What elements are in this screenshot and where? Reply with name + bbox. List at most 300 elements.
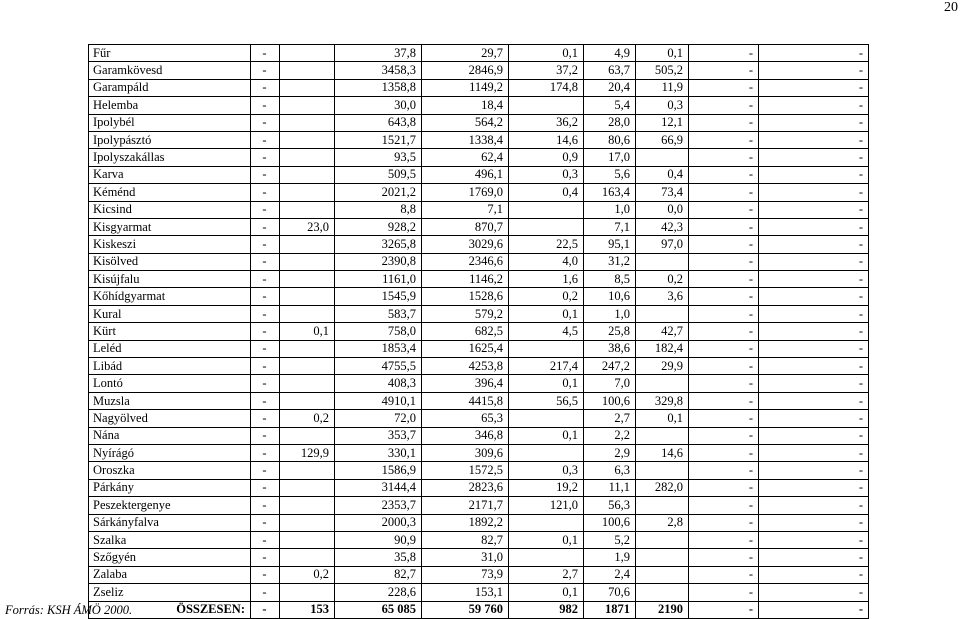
col-4-cell: 564,2 — [422, 114, 509, 131]
settlement-name-cell: Leléd — [89, 340, 251, 357]
col-8-cell: - — [689, 271, 759, 288]
table-row — [89, 514, 869, 531]
col-8-cell: - — [689, 462, 759, 479]
settlement-name-cell: Oroszka — [89, 462, 251, 479]
col-6-cell: 7,1 — [584, 218, 636, 235]
total-col-9-cell: - — [759, 601, 869, 618]
table-row — [89, 531, 869, 548]
col-3-cell: 2021,2 — [335, 184, 422, 201]
col-6-cell: 2,7 — [584, 410, 636, 427]
col-4-cell: 18,4 — [422, 97, 509, 114]
col-3-cell: 1545,9 — [335, 288, 422, 305]
table-row — [89, 62, 869, 79]
col-2-cell — [280, 358, 335, 375]
col-3-cell: 3144,4 — [335, 479, 422, 496]
table-row — [89, 358, 869, 375]
col-8-cell: - — [689, 97, 759, 114]
settlement-name-cell: Muzsla — [89, 392, 251, 409]
col-3-cell: 3458,3 — [335, 62, 422, 79]
settlement-name-cell: Libád — [89, 358, 251, 375]
col-2-cell — [280, 288, 335, 305]
total-col-1-cell: - — [251, 601, 280, 618]
col-9-cell: - — [759, 218, 869, 235]
col-4-cell: 1338,4 — [422, 131, 509, 148]
col-7-cell: 329,8 — [636, 392, 689, 409]
col-7-cell — [636, 584, 689, 601]
col-2-cell — [280, 340, 335, 357]
col-6-cell: 38,6 — [584, 340, 636, 357]
col-9-cell: - — [759, 149, 869, 166]
col-4-cell: 396,4 — [422, 375, 509, 392]
col-5-cell: 56,5 — [509, 392, 584, 409]
col-3-cell: 583,7 — [335, 305, 422, 322]
col-6-cell: 247,2 — [584, 358, 636, 375]
col-2-cell — [280, 149, 335, 166]
col-5-cell: 217,4 — [509, 358, 584, 375]
col-8-cell: - — [689, 323, 759, 340]
col-3-cell: 408,3 — [335, 375, 422, 392]
col-5-cell: 0,3 — [509, 166, 584, 183]
col-9-cell: - — [759, 340, 869, 357]
col-3-cell: 1853,4 — [335, 340, 422, 357]
col-9-cell: - — [759, 549, 869, 566]
col-8-cell: - — [689, 149, 759, 166]
col-4-cell: 309,6 — [422, 444, 509, 461]
col-2-cell — [280, 514, 335, 531]
col-7-cell: 182,4 — [636, 340, 689, 357]
col-6-cell: 17,0 — [584, 149, 636, 166]
col-8-cell: - — [689, 131, 759, 148]
col-1-cell: - — [251, 62, 280, 79]
col-3-cell: 2000,3 — [335, 514, 422, 531]
settlement-name-cell: Ipolypásztó — [89, 131, 251, 148]
col-6-cell: 25,8 — [584, 323, 636, 340]
col-9-cell: - — [759, 410, 869, 427]
col-1-cell: - — [251, 358, 280, 375]
col-8-cell: - — [689, 340, 759, 357]
col-9-cell: - — [759, 531, 869, 548]
col-2-cell — [280, 375, 335, 392]
col-8-cell: - — [689, 253, 759, 270]
col-1-cell: - — [251, 288, 280, 305]
total-col-6-cell: 1871 — [584, 601, 636, 618]
col-9-cell: - — [759, 375, 869, 392]
col-6-cell: 5,2 — [584, 531, 636, 548]
col-4-cell: 31,0 — [422, 549, 509, 566]
col-3-cell: 928,2 — [335, 218, 422, 235]
col-7-cell: 505,2 — [636, 62, 689, 79]
col-6-cell: 2,9 — [584, 444, 636, 461]
col-2-cell: 0,2 — [280, 410, 335, 427]
col-1-cell: - — [251, 497, 280, 514]
col-9-cell: - — [759, 479, 869, 496]
col-8-cell: - — [689, 479, 759, 496]
col-8-cell: - — [689, 566, 759, 583]
col-9-cell: - — [759, 131, 869, 148]
col-4-cell: 2346,6 — [422, 253, 509, 270]
col-6-cell: 1,9 — [584, 549, 636, 566]
col-3-cell: 330,1 — [335, 444, 422, 461]
col-9-cell: - — [759, 305, 869, 322]
col-1-cell: - — [251, 375, 280, 392]
table-row — [89, 462, 869, 479]
col-1-cell: - — [251, 444, 280, 461]
col-2-cell: 0,2 — [280, 566, 335, 583]
col-3-cell: 90,9 — [335, 531, 422, 548]
col-5-cell: 0,2 — [509, 288, 584, 305]
col-9-cell: - — [759, 271, 869, 288]
col-8-cell: - — [689, 288, 759, 305]
table-row — [89, 305, 869, 322]
col-6-cell: 11,1 — [584, 479, 636, 496]
col-9-cell: - — [759, 323, 869, 340]
col-3-cell: 1358,8 — [335, 79, 422, 96]
col-3-cell: 228,6 — [335, 584, 422, 601]
settlement-name-cell: Sárkányfalva — [89, 514, 251, 531]
col-9-cell: - — [759, 497, 869, 514]
col-2-cell — [280, 97, 335, 114]
table-row — [89, 340, 869, 357]
col-2-cell — [280, 131, 335, 148]
col-4-cell: 2171,7 — [422, 497, 509, 514]
col-5-cell — [509, 514, 584, 531]
col-6-cell: 2,2 — [584, 427, 636, 444]
col-8-cell: - — [689, 514, 759, 531]
table-row — [89, 410, 869, 427]
table-row — [89, 584, 869, 601]
table-row — [89, 479, 869, 496]
table-row — [89, 201, 869, 218]
col-5-cell: 37,2 — [509, 62, 584, 79]
settlement-name-cell: Szőgyén — [89, 549, 251, 566]
settlement-name-cell: Kisgyarmat — [89, 218, 251, 235]
table-row — [89, 236, 869, 253]
col-9-cell: - — [759, 514, 869, 531]
col-8-cell: - — [689, 584, 759, 601]
col-5-cell: 14,6 — [509, 131, 584, 148]
col-8-cell: - — [689, 531, 759, 548]
col-8-cell: - — [689, 305, 759, 322]
col-3-cell: 37,8 — [335, 45, 422, 62]
col-6-cell: 6,3 — [584, 462, 636, 479]
col-6-cell: 10,6 — [584, 288, 636, 305]
col-6-cell: 163,4 — [584, 184, 636, 201]
table-row — [89, 497, 869, 514]
col-9-cell: - — [759, 427, 869, 444]
col-4-cell: 62,4 — [422, 149, 509, 166]
settlement-name-cell: Fűr — [89, 45, 251, 62]
settlement-name-cell: Garamkövesd — [89, 62, 251, 79]
col-9-cell: - — [759, 392, 869, 409]
col-7-cell: 3,6 — [636, 288, 689, 305]
col-7-cell: 42,7 — [636, 323, 689, 340]
col-6-cell: 31,2 — [584, 253, 636, 270]
col-1-cell: - — [251, 427, 280, 444]
page-number: 20 — [944, 0, 958, 15]
table-row — [89, 323, 869, 340]
col-6-cell: 70,6 — [584, 584, 636, 601]
col-1-cell: - — [251, 531, 280, 548]
col-4-cell: 65,3 — [422, 410, 509, 427]
col-2-cell — [280, 45, 335, 62]
total-settlement-name-cell: ÖSSZESEN: — [89, 601, 251, 618]
total-col-2-cell: 153 — [280, 601, 335, 618]
col-5-cell: 2,7 — [509, 566, 584, 583]
settlement-name-cell: Helemba — [89, 97, 251, 114]
settlement-name-cell: Kisújfalu — [89, 271, 251, 288]
col-9-cell: - — [759, 79, 869, 96]
col-8-cell: - — [689, 62, 759, 79]
col-8-cell: - — [689, 184, 759, 201]
settlement-name-cell: Zseliz — [89, 584, 251, 601]
col-7-cell: 0,4 — [636, 166, 689, 183]
col-7-cell: 0,3 — [636, 97, 689, 114]
col-1-cell: - — [251, 340, 280, 357]
col-4-cell: 3029,6 — [422, 236, 509, 253]
table-row — [89, 45, 869, 62]
col-1-cell: - — [251, 114, 280, 131]
col-7-cell: 11,9 — [636, 79, 689, 96]
col-9-cell: - — [759, 62, 869, 79]
col-9-cell: - — [759, 114, 869, 131]
total-col-7-cell: 2190 — [636, 601, 689, 618]
col-5-cell: 0,3 — [509, 462, 584, 479]
table-row — [89, 271, 869, 288]
col-1-cell: - — [251, 149, 280, 166]
col-9-cell: - — [759, 45, 869, 62]
table-row — [89, 166, 869, 183]
col-9-cell: - — [759, 201, 869, 218]
col-6-cell: 56,3 — [584, 497, 636, 514]
total-col-4-cell: 59 760 — [422, 601, 509, 618]
col-7-cell: 29,9 — [636, 358, 689, 375]
col-7-cell: 97,0 — [636, 236, 689, 253]
col-7-cell — [636, 427, 689, 444]
col-9-cell: - — [759, 444, 869, 461]
col-7-cell: 2,8 — [636, 514, 689, 531]
col-7-cell — [636, 531, 689, 548]
col-5-cell — [509, 549, 584, 566]
col-7-cell: 0,0 — [636, 201, 689, 218]
col-1-cell: - — [251, 479, 280, 496]
settlement-name-cell: Párkány — [89, 479, 251, 496]
col-7-cell: 0,2 — [636, 271, 689, 288]
col-4-cell: 2846,9 — [422, 62, 509, 79]
settlement-name-cell: Peszektergenye — [89, 497, 251, 514]
col-3-cell: 4755,5 — [335, 358, 422, 375]
settlement-name-cell: Szalka — [89, 531, 251, 548]
col-1-cell: - — [251, 566, 280, 583]
col-5-cell — [509, 444, 584, 461]
col-6-cell: 28,0 — [584, 114, 636, 131]
col-3-cell: 93,5 — [335, 149, 422, 166]
col-3-cell: 30,0 — [335, 97, 422, 114]
col-1-cell: - — [251, 79, 280, 96]
col-7-cell: 42,3 — [636, 218, 689, 235]
col-4-cell: 4415,8 — [422, 392, 509, 409]
col-6-cell: 1,0 — [584, 201, 636, 218]
col-7-cell — [636, 462, 689, 479]
col-6-cell: 80,6 — [584, 131, 636, 148]
col-2-cell — [280, 584, 335, 601]
col-6-cell: 7,0 — [584, 375, 636, 392]
col-2-cell — [280, 479, 335, 496]
col-1-cell: - — [251, 305, 280, 322]
table-row — [89, 97, 869, 114]
col-5-cell: 0,1 — [509, 584, 584, 601]
col-9-cell: - — [759, 358, 869, 375]
table-row — [89, 427, 869, 444]
settlement-name-cell: Karva — [89, 166, 251, 183]
col-4-cell: 1572,5 — [422, 462, 509, 479]
col-7-cell: 14,6 — [636, 444, 689, 461]
settlement-name-cell: Kiskeszi — [89, 236, 251, 253]
col-8-cell: - — [689, 45, 759, 62]
col-7-cell — [636, 497, 689, 514]
total-row — [89, 601, 869, 618]
col-8-cell: - — [689, 218, 759, 235]
col-3-cell: 758,0 — [335, 323, 422, 340]
col-5-cell: 0,9 — [509, 149, 584, 166]
total-col-5-cell: 982 — [509, 601, 584, 618]
col-5-cell: 0,1 — [509, 375, 584, 392]
col-2-cell — [280, 166, 335, 183]
col-3-cell: 72,0 — [335, 410, 422, 427]
col-6-cell: 100,6 — [584, 514, 636, 531]
table-row — [89, 79, 869, 96]
settlement-name-cell: Kisölved — [89, 253, 251, 270]
col-5-cell: 0,1 — [509, 305, 584, 322]
col-4-cell: 496,1 — [422, 166, 509, 183]
col-5-cell: 174,8 — [509, 79, 584, 96]
table-row — [89, 149, 869, 166]
col-8-cell: - — [689, 444, 759, 461]
col-7-cell — [636, 305, 689, 322]
col-5-cell: 36,2 — [509, 114, 584, 131]
col-7-cell: 12,1 — [636, 114, 689, 131]
settlement-name-cell: Kural — [89, 305, 251, 322]
col-9-cell: - — [759, 288, 869, 305]
col-2-cell: 0,1 — [280, 323, 335, 340]
col-1-cell: - — [251, 218, 280, 235]
table-row — [89, 288, 869, 305]
col-3-cell: 643,8 — [335, 114, 422, 131]
settlement-name-cell: Kürt — [89, 323, 251, 340]
col-5-cell: 0,1 — [509, 531, 584, 548]
col-9-cell: - — [759, 166, 869, 183]
table-row — [89, 375, 869, 392]
settlement-name-cell: Kéménd — [89, 184, 251, 201]
col-5-cell: 0,1 — [509, 427, 584, 444]
col-1-cell: - — [251, 462, 280, 479]
col-2-cell — [280, 462, 335, 479]
source-note: Forrás: KSH ÁMÖ 2000. — [5, 603, 133, 617]
col-4-cell: 579,2 — [422, 305, 509, 322]
col-4-cell: 1146,2 — [422, 271, 509, 288]
table-row — [89, 253, 869, 270]
col-8-cell: - — [689, 201, 759, 218]
col-4-cell: 73,9 — [422, 566, 509, 583]
col-2-cell — [280, 114, 335, 131]
col-5-cell: 4,5 — [509, 323, 584, 340]
col-7-cell: 0,1 — [636, 410, 689, 427]
col-5-cell — [509, 340, 584, 357]
col-1-cell: - — [251, 584, 280, 601]
settlement-name-cell: Zalaba — [89, 566, 251, 583]
col-8-cell: - — [689, 427, 759, 444]
settlement-name-cell: Ipolybél — [89, 114, 251, 131]
col-6-cell: 1,0 — [584, 305, 636, 322]
col-5-cell: 1,6 — [509, 271, 584, 288]
settlement-name-cell: Garampáld — [89, 79, 251, 96]
col-3-cell: 1161,0 — [335, 271, 422, 288]
col-4-cell: 29,7 — [422, 45, 509, 62]
col-4-cell: 346,8 — [422, 427, 509, 444]
col-5-cell — [509, 218, 584, 235]
col-8-cell: - — [689, 114, 759, 131]
col-8-cell: - — [689, 375, 759, 392]
col-8-cell: - — [689, 358, 759, 375]
total-col-3-cell: 65 085 — [335, 601, 422, 618]
settlement-name-cell: Nyírágó — [89, 444, 251, 461]
col-2-cell — [280, 253, 335, 270]
col-2-cell — [280, 305, 335, 322]
col-1-cell: - — [251, 131, 280, 148]
col-1-cell: - — [251, 184, 280, 201]
col-1-cell: - — [251, 392, 280, 409]
col-7-cell: 0,1 — [636, 45, 689, 62]
col-8-cell: - — [689, 79, 759, 96]
col-8-cell: - — [689, 497, 759, 514]
col-1-cell: - — [251, 410, 280, 427]
col-1-cell: - — [251, 271, 280, 288]
col-6-cell: 5,6 — [584, 166, 636, 183]
col-1-cell: - — [251, 166, 280, 183]
col-1-cell: - — [251, 253, 280, 270]
col-1-cell: - — [251, 323, 280, 340]
col-9-cell: - — [759, 184, 869, 201]
col-5-cell: 121,0 — [509, 497, 584, 514]
table-body — [89, 45, 869, 619]
col-3-cell: 353,7 — [335, 427, 422, 444]
settlement-name-cell: Kicsind — [89, 201, 251, 218]
total-col-8-cell: - — [689, 601, 759, 618]
col-5-cell — [509, 410, 584, 427]
col-4-cell: 2823,6 — [422, 479, 509, 496]
col-4-cell: 1892,2 — [422, 514, 509, 531]
col-4-cell: 1769,0 — [422, 184, 509, 201]
col-9-cell: - — [759, 236, 869, 253]
col-5-cell: 0,4 — [509, 184, 584, 201]
col-8-cell: - — [689, 166, 759, 183]
col-2-cell — [280, 392, 335, 409]
col-2-cell — [280, 236, 335, 253]
table-row — [89, 444, 869, 461]
col-4-cell: 682,5 — [422, 323, 509, 340]
col-9-cell: - — [759, 584, 869, 601]
col-2-cell — [280, 549, 335, 566]
col-7-cell: 73,4 — [636, 184, 689, 201]
col-8-cell: - — [689, 410, 759, 427]
col-2-cell — [280, 184, 335, 201]
table-row — [89, 131, 869, 148]
col-5-cell: 0,1 — [509, 45, 584, 62]
col-8-cell: - — [689, 549, 759, 566]
col-6-cell: 8,5 — [584, 271, 636, 288]
col-3-cell: 509,5 — [335, 166, 422, 183]
col-2-cell — [280, 531, 335, 548]
col-3-cell: 8,8 — [335, 201, 422, 218]
